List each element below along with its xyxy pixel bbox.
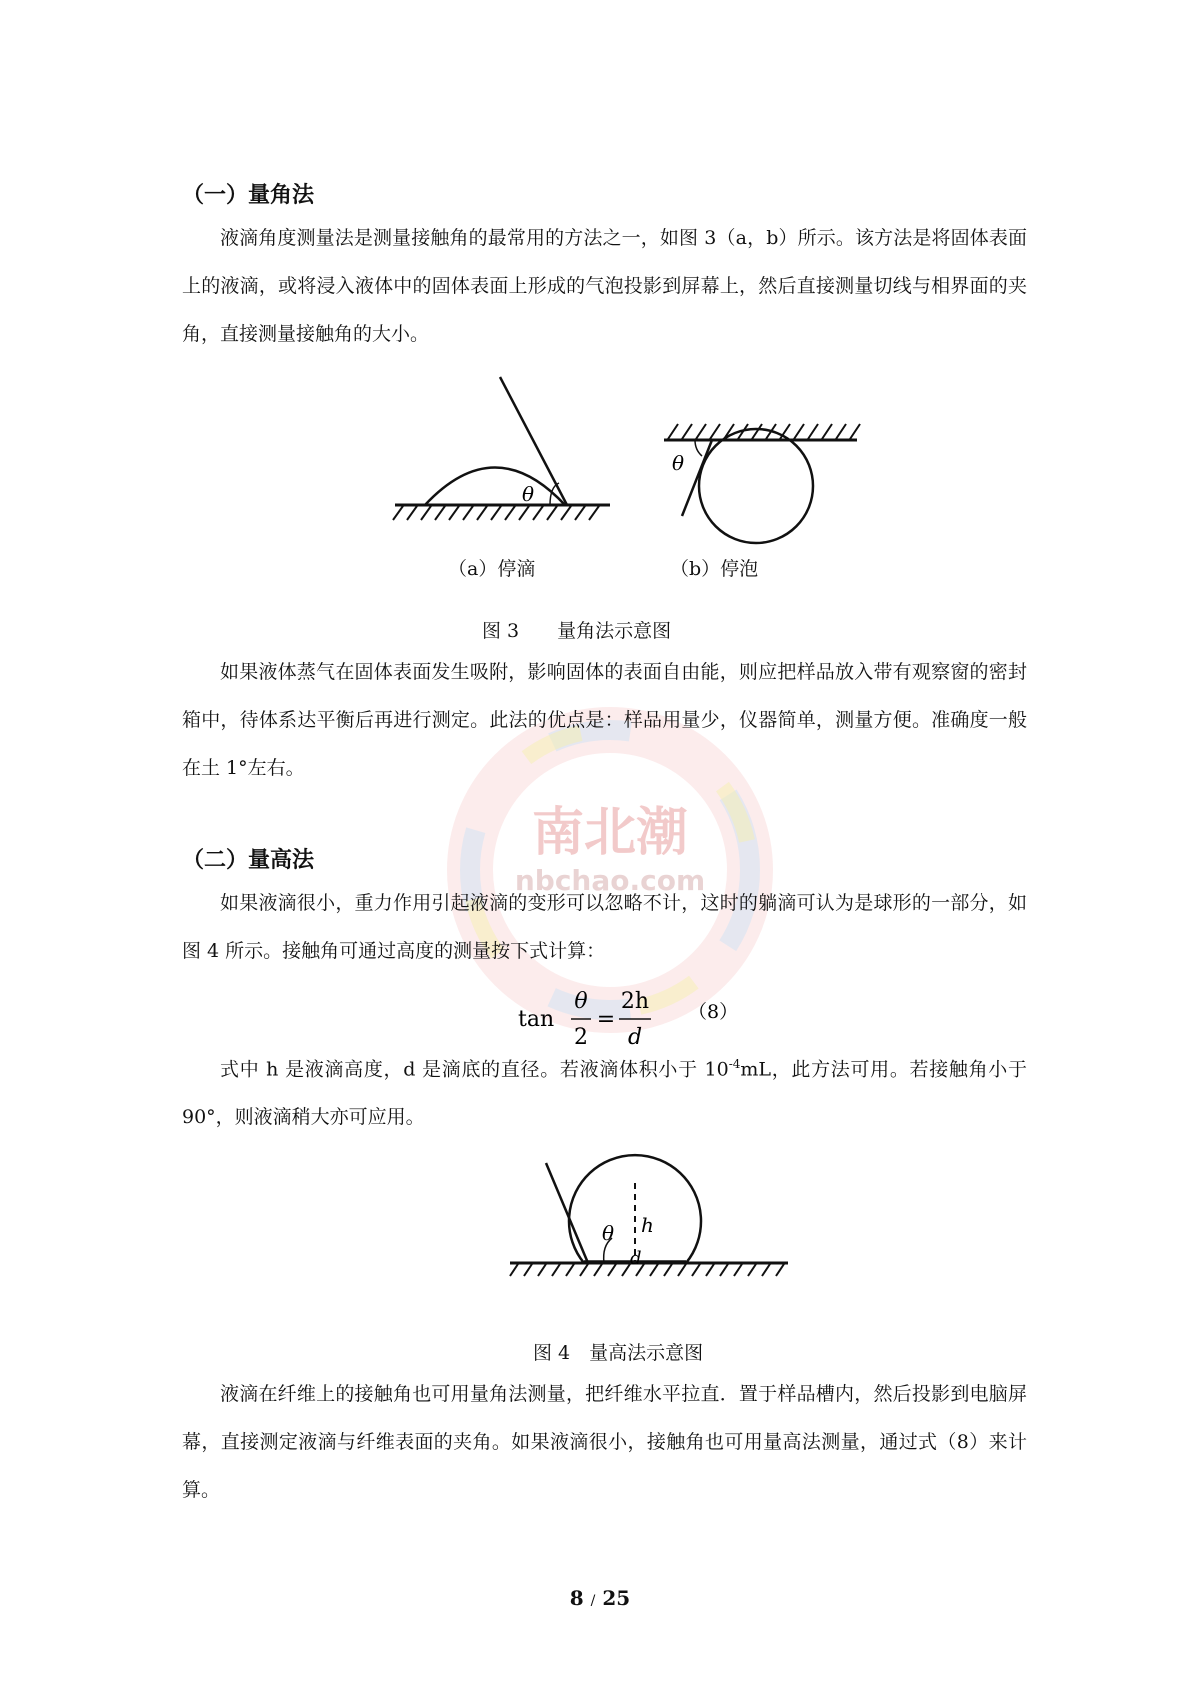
- figure-4-height-method: [508, 1160, 790, 1290]
- figure-3b-captive-bubble: [662, 418, 862, 550]
- ground-hatching: [393, 506, 599, 520]
- eq-num-left: θ: [574, 989, 588, 1014]
- section-heading-height-method: （二）量高法: [182, 848, 315, 873]
- page-number: [0, 1586, 1200, 1610]
- eq-den-left: 2: [574, 1025, 588, 1050]
- paragraph-height-notes: [182, 1040, 1027, 1141]
- section-heading-angle-method: （一）量角法: [182, 183, 315, 208]
- para2-superscript: -4: [728, 1057, 741, 1071]
- bubble-outline: [699, 429, 813, 543]
- theta-label: θ: [672, 451, 685, 475]
- paragraph-height-intro: 如果液滴很小，重力作用引起液滴的变形可以忽略不计，这时的躺滴可认为是球形的一部分，如图 4 所示。接触角可通过高度的测量按下式计算：: [182, 892, 1027, 962]
- figure-3a-caption: （a）停滴: [448, 558, 536, 580]
- ceiling-hatching: [668, 424, 860, 439]
- page-total: 25: [602, 1586, 631, 1610]
- drop-outline: [425, 468, 565, 506]
- angle-arc: [695, 440, 702, 456]
- paragraph-fiber-method: 液滴在纤维上的接触角也可用量角法测量，把纤维水平拉直．置于样品槽内，然后投影到电脑屏幕，直接测定液滴与纤维表面的夹角。如果液滴很小，接触角也可用量高法测量，通过式（8）来计算。: [182, 1383, 1027, 1501]
- theta-label: θ: [522, 482, 535, 506]
- eq-num-right: 2h: [620, 989, 650, 1014]
- para2-text-a: 式中 h 是液滴高度，d 是滴底的直径。若液滴体积小于 10: [220, 1058, 729, 1081]
- figure-3-caption: 图 3 量角法示意图: [482, 620, 672, 642]
- eq-equals: =: [596, 1007, 616, 1032]
- para2-text-b: mL，此方法可用。若接触角小于 90°，则液滴稍大亦可应用。: [182, 1058, 1027, 1129]
- tangent-line: [682, 440, 712, 516]
- paragraph-angle-intro: 液滴角度测量法是测量接触角的最常用的方法之一，如图 3（a，b）所示。该方法是将固体表面上的液滴，或将浸入液体中的固体表面上形成的气泡投影到屏幕上，然后直接测量切线与相界面的夹角，直接测量接触角的大小。: [182, 227, 1027, 345]
- figure-3a-sessile-drop: [385, 375, 615, 525]
- eq-number: （8）: [688, 1001, 739, 1023]
- figure-4-caption: 图 4 量高法示意图: [533, 1342, 704, 1364]
- page-current: 8: [569, 1586, 584, 1610]
- tangent-line: [546, 1163, 588, 1263]
- fig4-d-label: d: [630, 1248, 642, 1269]
- ground-hatching: [510, 1264, 784, 1276]
- paragraph-angle-notes: 如果液体蒸气在固体表面发生吸附，影响固体的表面自由能，则应把样品放入带有观察窗的密封箱中，待体系达平衡后再进行测定。此法的优点是：样品用量少，仪器简单，测量方便。准确度一般在土 1°左右。: [182, 661, 1027, 779]
- figure-3b-caption: （b）停泡: [670, 558, 759, 580]
- fig4-h-label: h: [641, 1213, 654, 1237]
- fig4-theta-label: θ: [602, 1221, 615, 1245]
- eq-tan: tan: [518, 1007, 555, 1032]
- watermark-brand: 南北潮: [531, 803, 689, 863]
- eq-den-right: d: [627, 1025, 643, 1050]
- watermark-domain: nbchao.com: [514, 864, 706, 897]
- page-separator: /: [590, 1593, 596, 1609]
